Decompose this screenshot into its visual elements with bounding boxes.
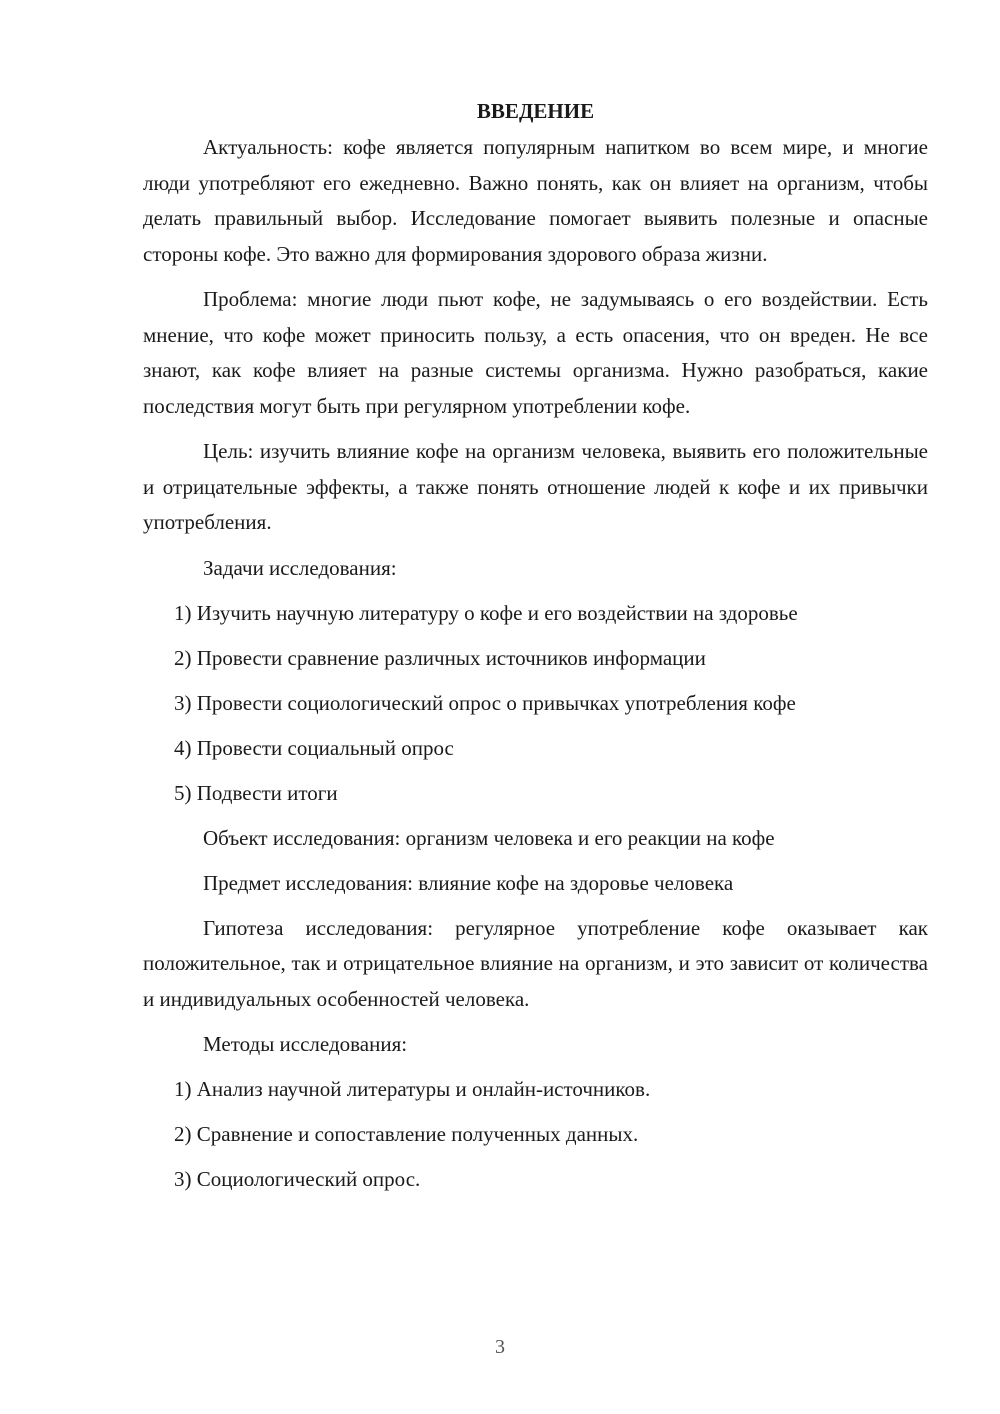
task-item: 2) Провести сравнение различных источников информации xyxy=(174,645,706,670)
methods-heading: Методы исследования: xyxy=(203,1032,408,1056)
task-item: 1) Изучить научную литературу о кофе и его воздействии на здоровье xyxy=(174,600,798,625)
task-item: 5) Подвести итоги xyxy=(174,780,338,805)
research-object: Объект исследования: организм человека и его реакции на кофе xyxy=(203,825,775,850)
tasks-heading: Задачи исследования: xyxy=(203,555,397,580)
method-item: 2) Сравнение и сопоставление полученных данных. xyxy=(174,1122,639,1146)
problem-paragraph: Проблема: многие люди пьют кофе, не задумываясь о его воздействии. Есть мнение, что кофе может приносить пользу, а есть опасения, что он вреден. Не все знают, как кофе влияет на разные системы организма. Нужно разобраться, какие последствия могут быть при регулярном употреблении кофе. xyxy=(143,287,928,418)
task-item: 4) Провести социальный опрос xyxy=(174,735,454,760)
relevance-paragraph: Актуальность: кофе является популярным напитком во всем мире, и многие люди употребляют его ежедневно. Важно понять, как он влияет на организм, чтобы делать правильный выбор. Исследование помогает выявить полезные и опасные стороны кофе. Это важно для формирования здорового образа жизни. xyxy=(143,135,928,266)
page-number: 3 xyxy=(495,1336,505,1358)
section-title: ВВЕДЕНИЕ xyxy=(476,99,595,123)
method-item: 1) Анализ научной литературы и онлайн-источников. xyxy=(174,1077,651,1101)
method-item: 3) Социологический опрос. xyxy=(174,1167,421,1191)
document-page xyxy=(143,96,928,1197)
hypothesis-paragraph: Гипотеза исследования: регулярное употребление кофе оказывает как положительное, так и отрицательное влияние на организм, и это зависит от количества и индивидуальных особенностей человека. xyxy=(143,915,928,1011)
goal-paragraph: Цель: изучить влияние кофе на организм человека, выявить его положительные и отрицательные эффекты, а также понять отношение людей к кофе и их привычки употребления. xyxy=(143,439,928,534)
research-subject: Предмет исследования: влияние кофе на здоровье человека xyxy=(203,870,734,895)
task-item: 3) Провести социологический опрос о привычках употребления кофе xyxy=(174,690,796,715)
